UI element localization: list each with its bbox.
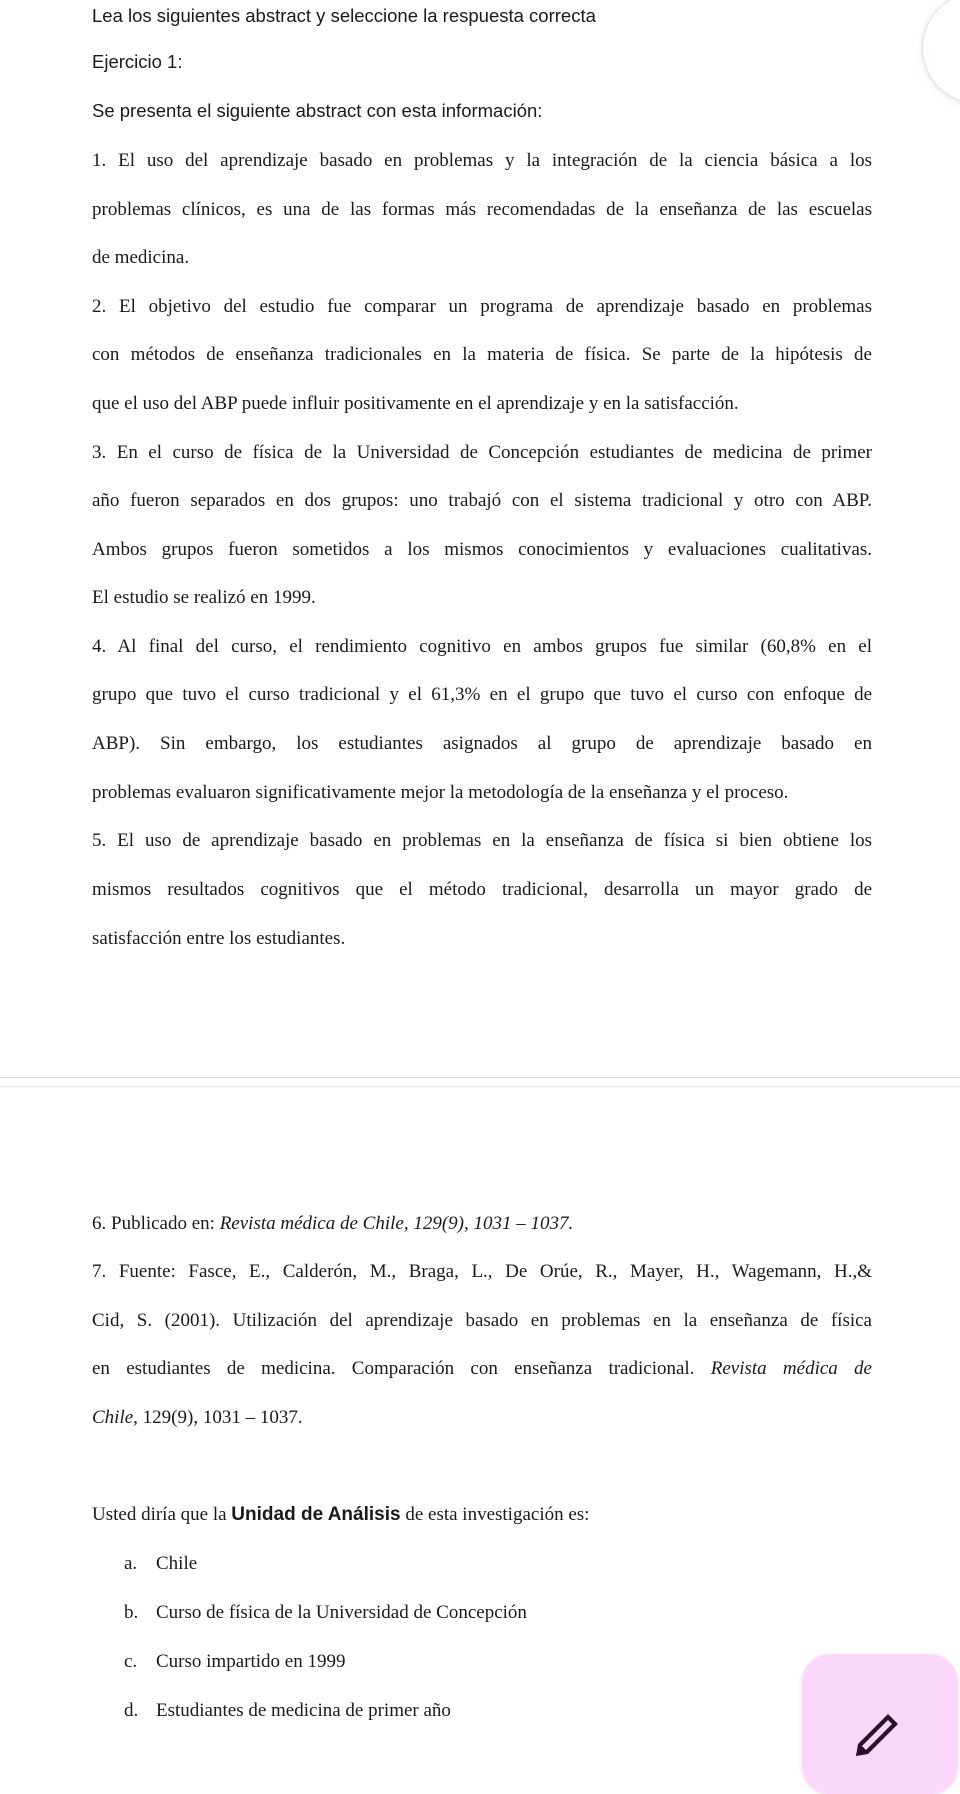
paragraph-2-line: con métodos de enseñanza tradicionales en la materia de física. Se parte de la hipótesis de (92, 344, 872, 365)
intro: Se presenta el siguiente abstract con esta información: (92, 100, 543, 121)
paragraph-2-line: 2. El objetivo del estudio fue comparar un programa de aprendizaje basado en problemas (92, 296, 872, 317)
option-letter: b. (124, 1602, 139, 1623)
paragraph-3-line: Ambos grupos fueron sometidos a los mismos conocimientos y evaluaciones cualitativas. (92, 539, 872, 560)
option-text: Chile (156, 1553, 198, 1574)
page-break-line (0, 1086, 960, 1087)
published-prefix: 6. Publicado en: (92, 1213, 220, 1234)
paragraph-1-line: problemas clínicos, es una de las formas más recomendadas de la enseñanza de las escuelas (92, 199, 872, 220)
source-journal: Chile, (92, 1407, 138, 1428)
option-letter: d. (124, 1700, 139, 1721)
paragraph-5-line: 5. El uso de aprendizaje basado en problemas en la enseñanza de física si bien obtiene los (92, 830, 872, 851)
source-text: 129(9), 1031 – 1037. (137, 1407, 303, 1428)
option-text: Estudiantes de medicina de primer año (156, 1700, 451, 1721)
paragraph-3-line: El estudio se realizó en 1999. (92, 587, 316, 608)
option-d[interactable] (124, 1701, 451, 1720)
exercise-label: Ejercicio 1: (92, 51, 183, 72)
paragraph-5-line: satisfacción entre los estudiantes. (92, 928, 346, 949)
source-line: Cid, S. (2001). Utilización del aprendizaje basado en problemas en la enseñanza de física (92, 1310, 872, 1331)
option-text: Curso de física de la Universidad de Concepción (156, 1602, 527, 1623)
paragraph-1-line: 1. El uso del aprendizaje basado en problemas y la integración de la ciencia básica a los (92, 150, 872, 171)
option-a[interactable] (124, 1554, 197, 1573)
paragraph-4-line: 4. Al final del curso, el rendimiento cognitivo en ambos grupos fue similar (60,8% en el (92, 636, 872, 657)
paragraph-1-line: de medicina. (92, 247, 190, 268)
option-text: Curso impartido en 1999 (156, 1651, 346, 1672)
paragraph-4-line: problemas evaluaron significativamente mejor la metodología de la enseñanza y el proceso. (92, 782, 789, 803)
question-before: Usted diría que la (92, 1504, 232, 1525)
paragraph-5-line: mismos resultados cognitivos que el método tradicional, desarrolla un mayor grado de (92, 879, 872, 900)
page-break-line (0, 1077, 960, 1078)
paragraph-4-line: grupo que tuvo el curso tradicional y el 61,3% en el grupo que tuvo el curso con enfoque de (92, 684, 872, 705)
source-line (92, 1408, 872, 1427)
paragraph-3-line: año fueron separados en dos grupos: uno trabajó con el sistema tradicional y otro con ABP. (92, 490, 872, 511)
published-in (92, 1214, 872, 1233)
published-journal: Revista médica de Chile, 129(9), 1031 – 1037. (219, 1213, 574, 1234)
option-letter: c. (124, 1651, 138, 1672)
source-text: en estudiantes de medicina. Comparación con enseñanza tradicional. (92, 1358, 711, 1379)
instruction: Lea los siguientes abstract y seleccione la respuesta correcta (92, 5, 596, 26)
edit-fab-button[interactable] (802, 1654, 958, 1794)
question-keyword: Unidad de Análisis (231, 1504, 401, 1525)
paragraph-3-line: 3. En el curso de física de la Universidad de Concepción estudiantes de medicina de primer (92, 442, 872, 463)
question (92, 1505, 872, 1524)
option-letter: a. (124, 1553, 138, 1574)
option-c[interactable] (124, 1652, 345, 1671)
source-line (92, 1359, 872, 1378)
paragraph-2-line: que el uso del ABP puede influir positivamente en el aprendizaje y en la satisfacción. (92, 393, 739, 414)
source-line: 7. Fuente: Fasce, E., Calderón, M., Braga, L., De Orúe, R., Mayer, H., Wagemann, H.,& (92, 1261, 872, 1282)
option-b[interactable] (124, 1603, 527, 1622)
source-journal: Revista médica de (710, 1358, 872, 1379)
paragraph-4-line: ABP). Sin embargo, los estudiantes asignados al grupo de aprendizaje basado en (92, 733, 872, 754)
question-after: de esta investigación es: (400, 1504, 590, 1525)
pencil-icon (848, 1706, 912, 1766)
